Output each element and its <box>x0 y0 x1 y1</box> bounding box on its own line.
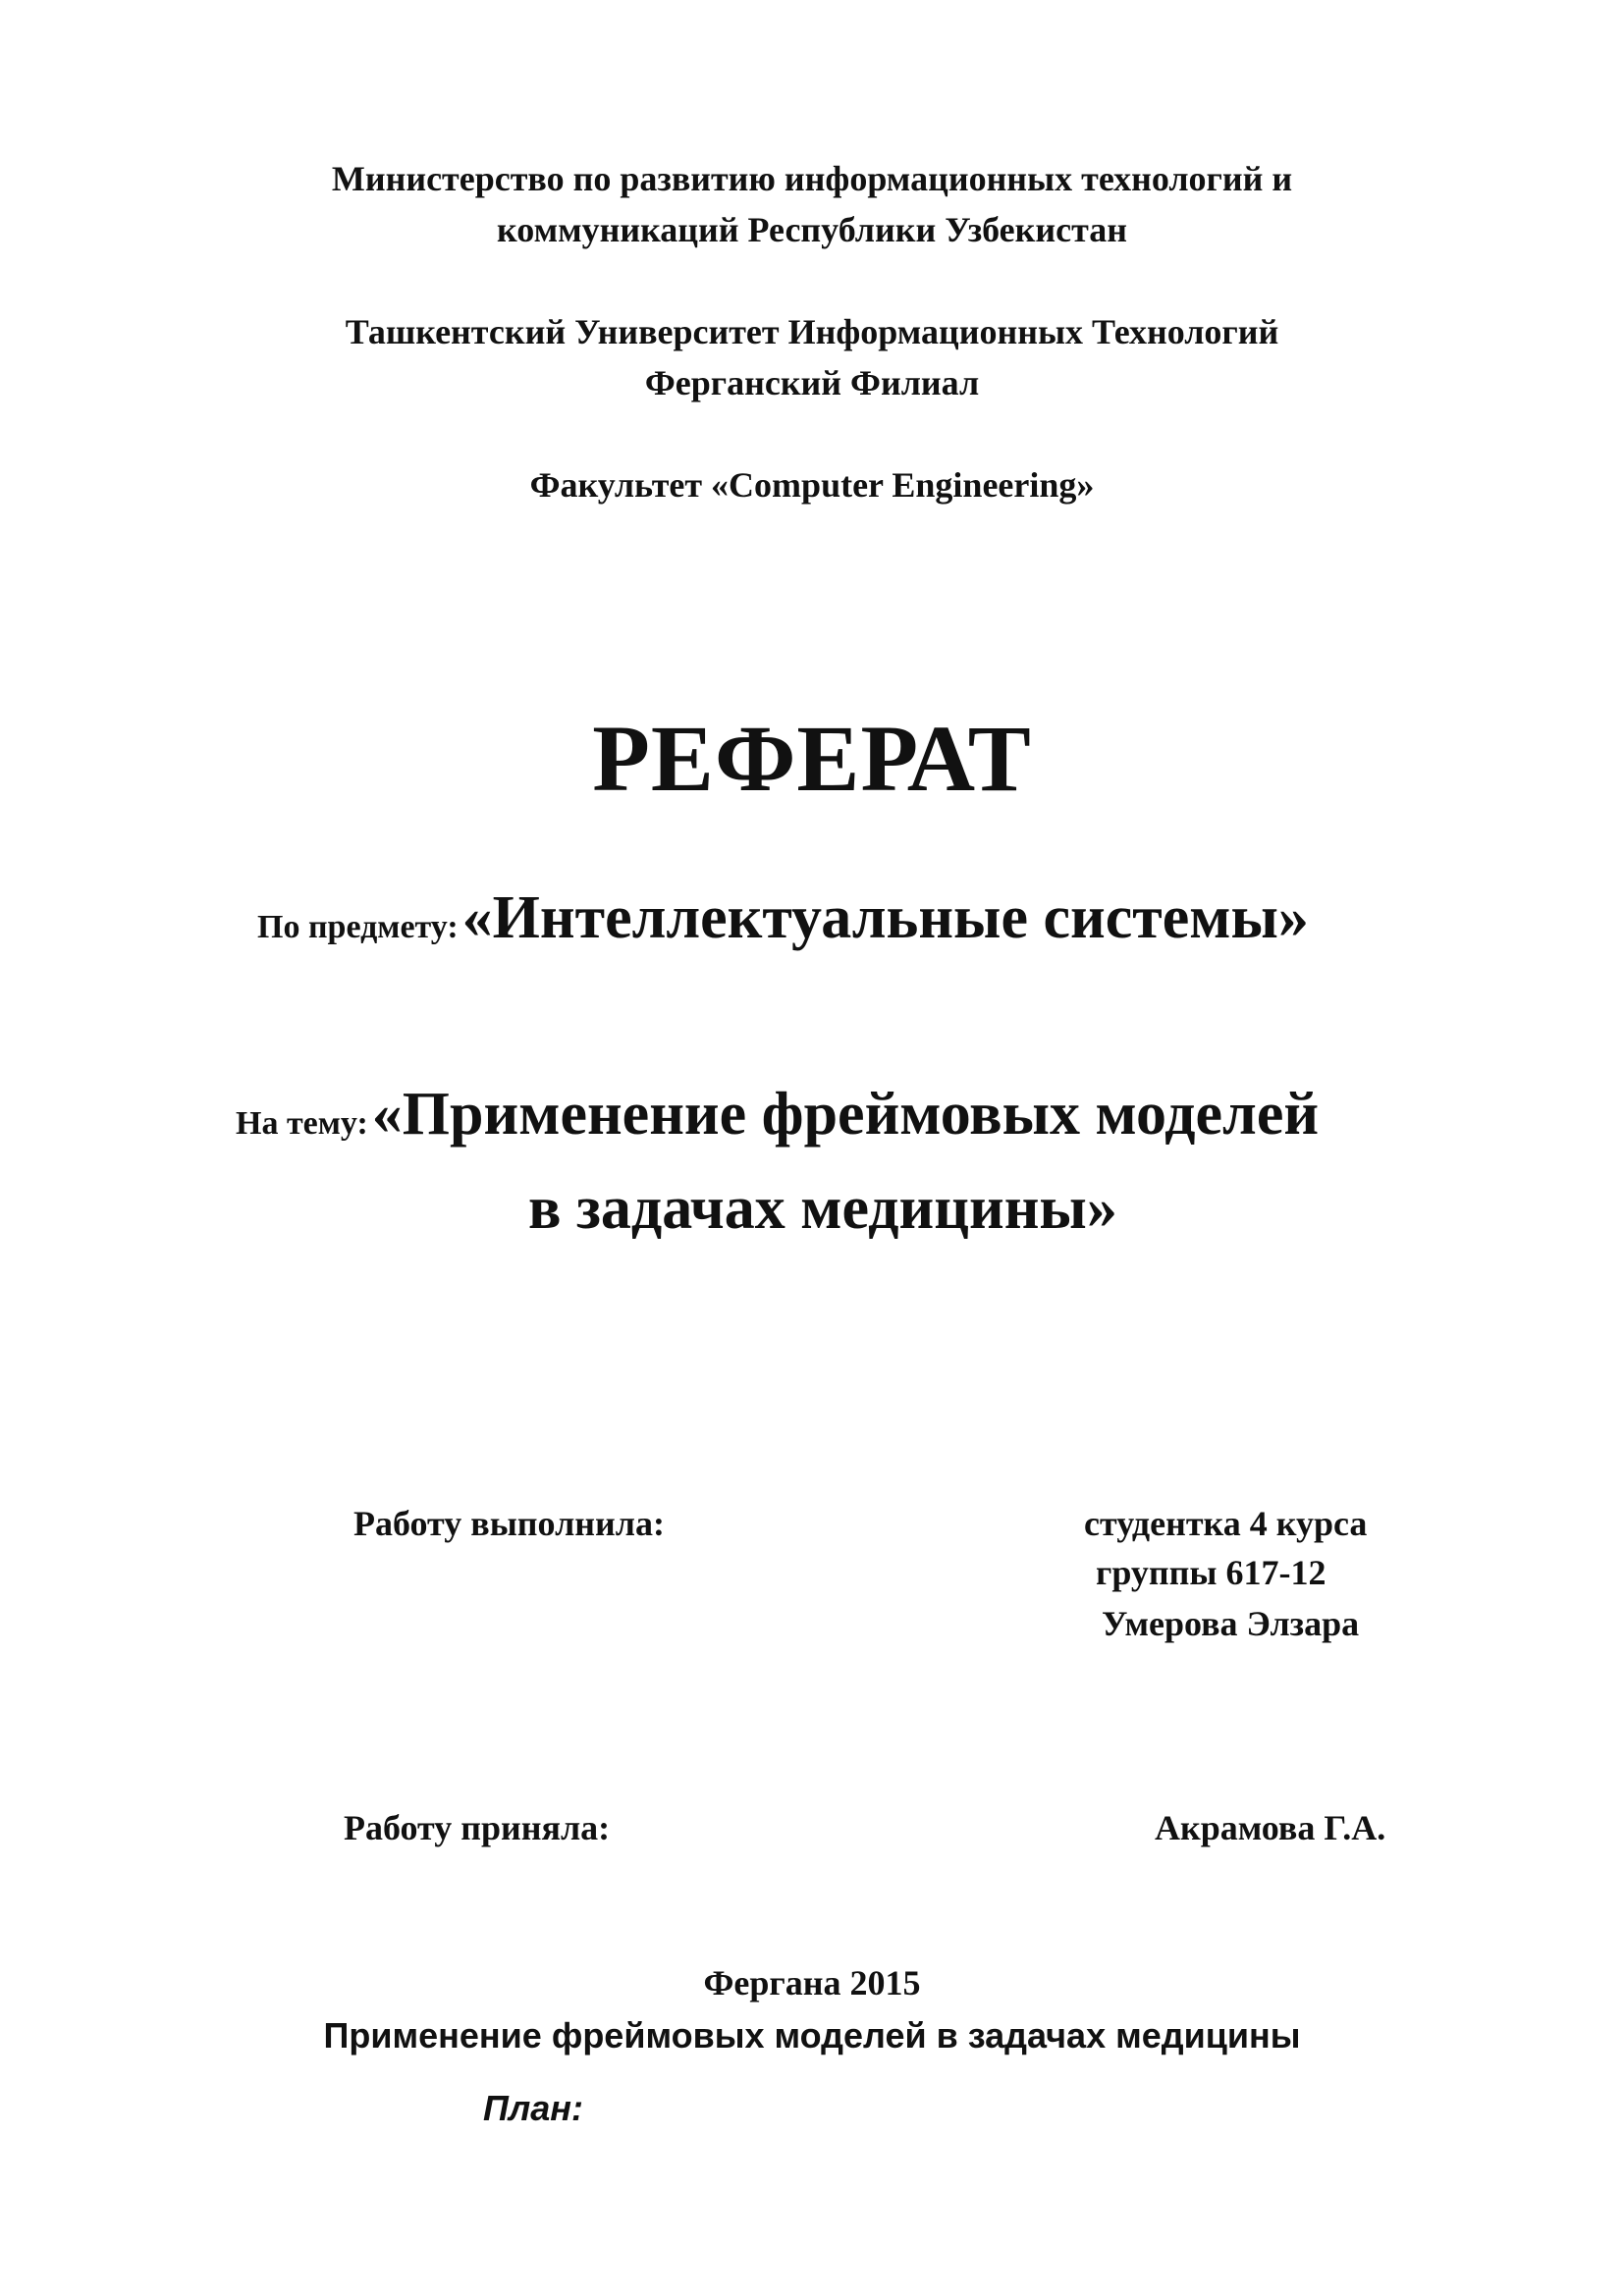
ministry-line-1: Министерство по развитию информационных технологий и <box>331 159 1293 198</box>
subject-value: «Интеллектуальные системы» <box>461 884 1309 951</box>
university-line-1: Ташкентский Университет Информационных Технологий <box>345 312 1279 351</box>
subject-row <box>257 883 1309 953</box>
subject-label: По предмету: <box>257 909 459 945</box>
document-title: РЕФЕРАТ <box>592 706 1032 811</box>
reviewer-name: Акрамова Г.А. <box>1155 1808 1386 1847</box>
topic-value-line-1: «Применение фреймовых моделей <box>371 1081 1320 1148</box>
next-page-title: Применение фреймовых моделей в задачах медицины <box>323 2015 1301 2056</box>
topic-label: На тему: <box>236 1105 368 1142</box>
university-line-2: Ферганский Филиал <box>644 363 980 402</box>
ministry-line-2: коммуникаций Республики Узбекистан <box>496 210 1127 249</box>
plan-heading: План: <box>483 2088 584 2128</box>
author-line-2: группы 617-12 <box>1096 1553 1326 1592</box>
author-line-1: студентка 4 курса <box>1084 1504 1368 1543</box>
author-label: Работу выполнила: <box>353 1504 665 1543</box>
topic-row <box>236 1080 1319 1149</box>
topic-row-continued <box>528 1174 1117 1244</box>
city-year: Фергана 2015 <box>703 1963 921 2002</box>
faculty-line: Факультет «Computer Engineering» <box>529 465 1095 505</box>
reviewer-label: Работу приняла: <box>344 1808 611 1847</box>
topic-value-line-2: в задачах медицины» <box>528 1175 1117 1242</box>
author-name: Умерова Элзара <box>1102 1604 1360 1643</box>
